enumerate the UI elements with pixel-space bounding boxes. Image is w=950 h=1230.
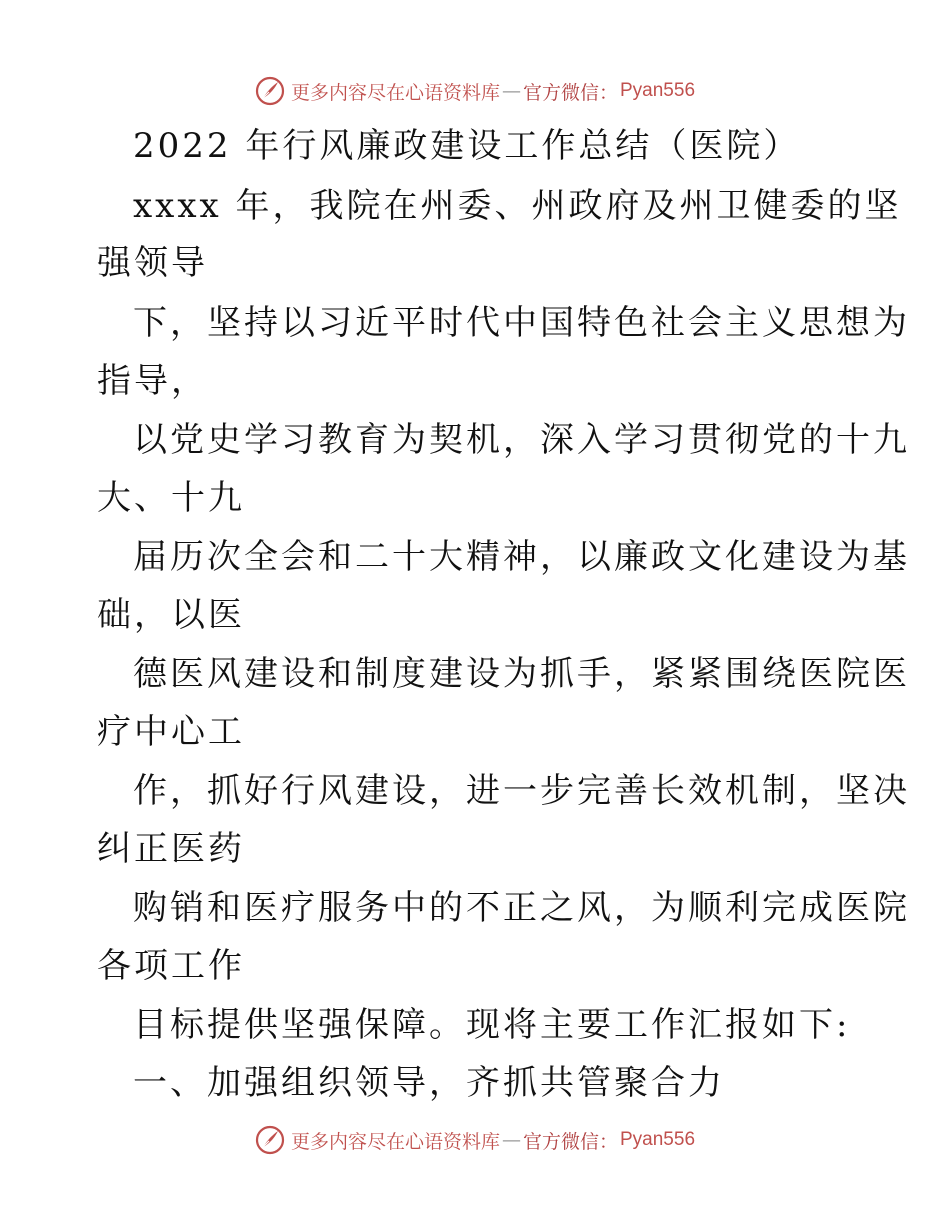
paragraph-line: 础，以医 — [97, 595, 245, 635]
paragraph-line: 强领导 — [97, 243, 208, 283]
watermark-text: 更多内容尽在心语资料库 — [290, 1130, 500, 1153]
watermark-wechat-label: 官方微信： — [522, 1130, 618, 1153]
paragraph-line: 指导， — [97, 361, 208, 401]
paragraph-line: xxxx 年，我院在州委、州政府及州卫健委的坚 — [133, 186, 902, 226]
feather-pen-logo-icon — [255, 1125, 285, 1155]
watermark-separator: — — [501, 1129, 521, 1151]
watermark-text: 更多内容尽在心语资料库 — [290, 81, 500, 104]
paragraph-line: 下，坚持以习近平时代中国特色社会主义思想为 — [133, 303, 910, 343]
watermark-wechat-label: 官方微信： — [522, 81, 618, 104]
watermark-separator: — — [501, 80, 521, 102]
watermark-wechat-id: Pyan556 — [620, 1129, 696, 1150]
paragraph-line: 目标提供坚强保障。现将主要工作汇报如下: — [133, 1005, 851, 1045]
section-heading: 一、加强组织领导，齐抓共管聚合力 — [133, 1063, 725, 1103]
watermark-banner-bottom — [0, 1120, 950, 1160]
paragraph-line: 以党史学习教育为契机，深入学习贯彻党的十九 — [133, 420, 910, 460]
paragraph-line: 购销和医疗服务中的不正之风，为顺利完成医院 — [133, 888, 910, 928]
paragraph-line: 纠正医药 — [97, 829, 245, 869]
watermark-wechat-id: Pyan556 — [620, 80, 696, 101]
document-title: 2022 年行风廉政建设工作总结（医院） — [133, 126, 801, 166]
paragraph-line: 大、十九 — [97, 478, 245, 518]
paragraph-line: 届历次全会和二十大精神，以廉政文化建设为基 — [133, 537, 910, 577]
paragraph-line: 德医风建设和制度建设为抓手，紧紧围绕医院医 — [133, 654, 910, 694]
paragraph-line: 作，抓好行风建设，进一步完善长效机制，坚决 — [133, 771, 910, 811]
paragraph-line: 疗中心工 — [97, 712, 245, 752]
paragraph-line: 各项工作 — [97, 946, 245, 986]
